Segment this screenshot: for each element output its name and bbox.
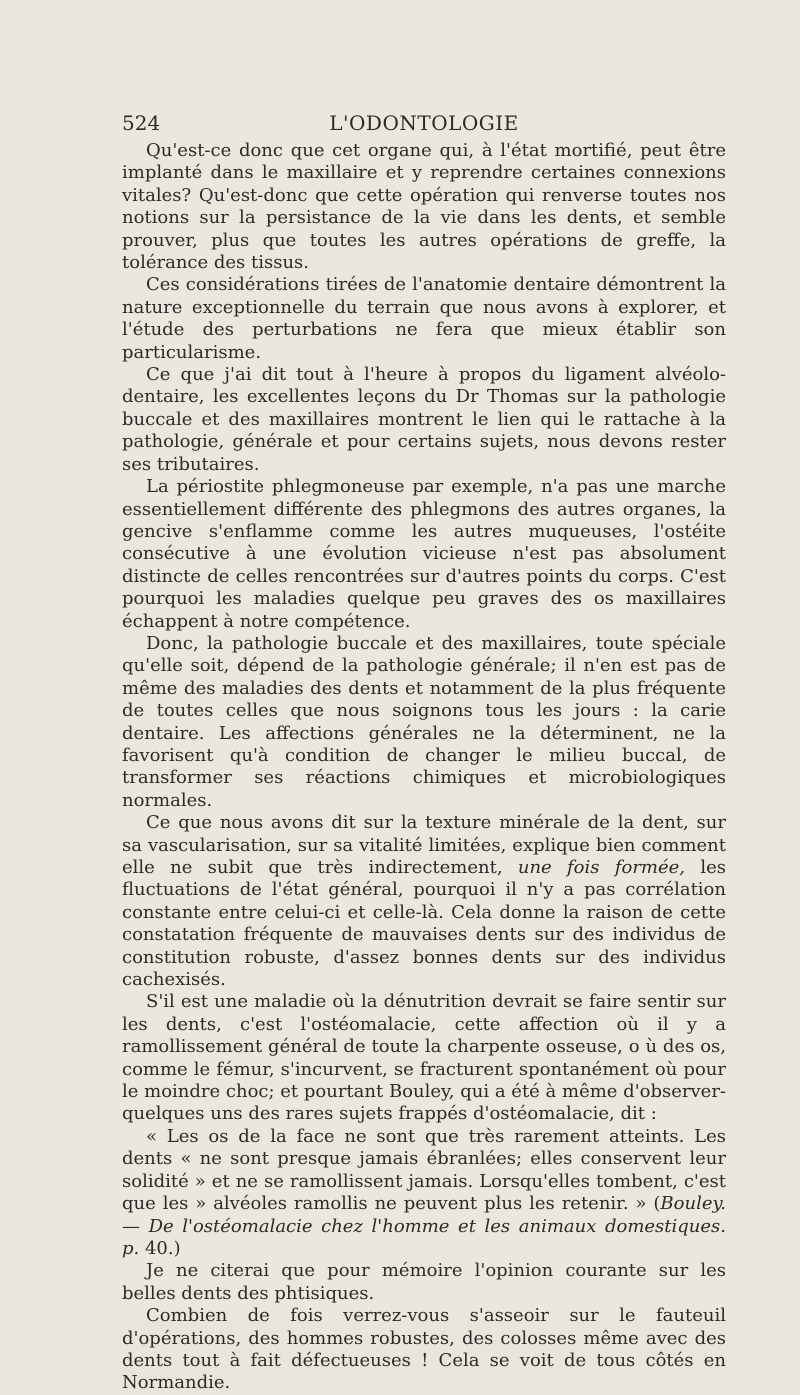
citation-author: Bouley. (660, 1193, 726, 1215)
paragraph-text: les fluctuations de l'état général, pourquoi il n'y a pas corrélation constante entre celui-ci et celle-là. Cela donne la raison de cette constatation fréquente de mauvaises dents sur des individus de constitution robuste, d'assez bonnes dents sur des individus cachexisés. (122, 857, 726, 991)
running-title: L'ODONTOLOGIE (329, 111, 519, 135)
citation-title: De l'ostéomalacie chez l'homme et les animaux domestiques. p. (122, 1215, 726, 1259)
paragraph: La périostite phlegmoneuse par exemple, n'a pas une marche essentiellement différente des phlegmons des autres organes, la gencive s'enflamme comme les autres muqueuses, l'ostéite consécutive à une évolution vicieuse n'est pas absolument distincte de celles rencontrées sur d'autres points du corps. C'est pourquoi les maladies quelque peu graves des os maxillaires échappent à notre compétence. (122, 476, 726, 632)
italic-phrase: une fois formée, (517, 857, 686, 878)
paragraph: Ces considérations tirées de l'anatomie dentaire démontrent la nature exceptionnelle du terrain que nous avons à explorer, et l'étude des perturbations ne fera que mieux établir son particularisme. (122, 274, 726, 363)
citation-dash: — (122, 1215, 149, 1237)
quotation (122, 1126, 726, 1260)
paragraph: S'il est une maladie où la dénutrition devrait se faire sentir sur les dents, c'est l'ostéomalacie, cette affection où il y a ramollissement général de toute la charpente osseuse, o ù des os, comme le fémur, s'incurvent, se fracturent spontanément où pour le moindre choc; et pourtant Bouley, qui a été à même d'observer-quelques uns des rares sujets frappés d'ostéomalacie, dit : (122, 991, 726, 1125)
page-number: 524 (122, 111, 161, 135)
paragraph: Ce que j'ai dit tout à l'heure à propos du ligament alvéolo-dentaire, les excellentes leçons du Dr Thomas sur la pathologie buccale et des maxillaires montrent le lien qui le rattache à la pathologie, générale et pour certains sujets, nous devons rester ses tributaires. (122, 364, 726, 475)
citation-end: 40.) (139, 1237, 181, 1259)
paragraph (122, 812, 726, 991)
paragraph: Combien de fois verrez-vous s'asseoir sur le fauteuil d'opérations, des hommes robustes, des colosses même avec des dents tout à fait défectueuses ! Cela se voit de tous côtés en Normandie. (122, 1305, 726, 1394)
paragraph: Donc, la pathologie buccale et des maxillaires, toute spéciale qu'elle soit, dépend de la pathologie générale; il n'en est pas de même des maladies des dents et notamment de la plus fréquente de toutes celles que nous soignons tous les jours : la carie dentaire. Les affections générales ne la déterminent, ne la favorisent qu'à condition de changer le milieu buccal, de transformer ses réactions chimiques et microbiologiques normales. (122, 632, 726, 811)
paragraph: Qu'est-ce donc que cet organe qui, à l'état mortifié, peut être implanté dans le maxillaire et y reprendre certaines connexions vitales? Qu'est-donc que cette opération qui renverse toutes nos notions sur la persistance de la vie dans les dents, et semble prouver, plus que toutes les autres opérations de greffe, la tolérance des tissus. (122, 140, 726, 274)
page-header (122, 108, 726, 138)
quotation-text: « Les os de la face ne sont que très rarement atteints. Les dents « ne sont presque jamais ébranlées; elles conservent leur solidité » et ne se ramollissent jamais. Lorsqu'elles tombent, c'est que les » alvéoles ramollis ne peuvent plus les retenir. » ( (122, 1125, 726, 1215)
body-text (122, 140, 726, 1395)
paragraph: Je ne citerai que pour mémoire l'opinion courante sur les belles dents des phtisiques. (122, 1260, 726, 1304)
paragraph-text: Ce que nous avons dit sur la texture minérale de la dent, sur sa vascularisation, sur sa vitalité limitées, explique bien comment elle ne subit que très indirectement, (122, 812, 726, 878)
